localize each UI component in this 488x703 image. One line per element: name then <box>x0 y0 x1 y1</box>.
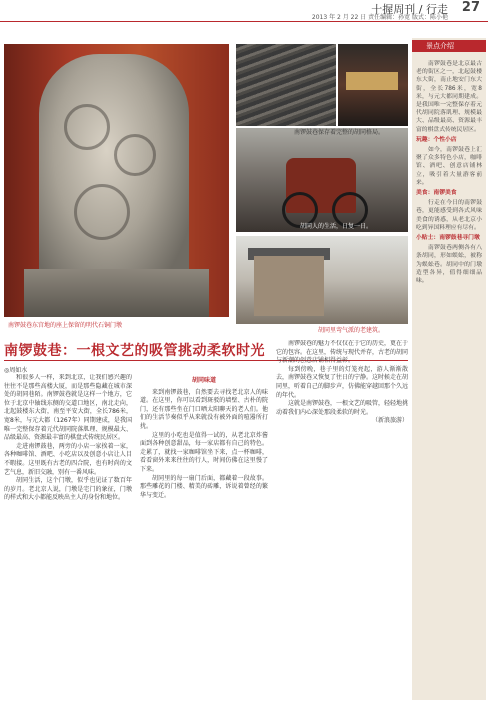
house-caption: 胡同里弯气派的老建筑。 <box>318 327 385 334</box>
house-photo <box>236 236 408 324</box>
sidebar-subtitle: 玩趣：个性小店 <box>416 136 457 143</box>
shop-sign <box>346 72 398 90</box>
article-headline: 南锣鼓巷：一根文艺的吸管挑动柔软时光 <box>4 343 265 359</box>
house <box>254 256 324 316</box>
rickshaw-caption: 胡同人的生活，日复一日。 <box>300 223 373 230</box>
sidebar-text: 南锣鼓巷两侧各有八条胡同，形如蜈蚣，被称为蜈蚣巷。胡同中的门墩造型各异，值得细细品味。 <box>416 245 482 285</box>
paragraph: 来到南锣鼓巷，自然要去寻找老北京人的味道。在这里，你可以看到斑驳的墙壁、古朴的院门，还有那些坐在门口晒太阳聊天的老人们。他们的生活节奏似乎从来就没有被外面的喧嚣所打扰。 <box>140 388 268 430</box>
sidebar-intro: 南锣鼓巷是北京最古老的街区之一，北起鼓楼东大街，南止地安门东大街，全长786米，宽8米，与元大都同期建成。是我国唯一完整保存着元代胡同院落肌理、规模最大、品级最高、资源最丰富的棋盘式传统民居区。 <box>416 61 482 133</box>
paragraph: 走进南锣鼓巷，两旁的小店一家挨着一家，各种咖啡馆、酒吧、小吃店以及创意小店让人目不暇接。这里既有古老的四合院，也有时尚的文艺气息，新旧交融，别有一番风味。 <box>4 442 132 476</box>
sidebar-body <box>416 60 482 696</box>
byline: ◎周如水 <box>4 367 28 374</box>
article-column-1 <box>4 374 132 700</box>
header-rule <box>0 21 488 22</box>
rickshaw-photo <box>236 128 408 232</box>
page-number: 27 <box>461 0 480 15</box>
stone-drum-photo <box>4 44 229 317</box>
attraction-sidebar <box>412 38 486 700</box>
paragraph: 这里的小吃也是值得一试的，从老北京炸酱面到各种创意甜品，每一家店都有自己的特色。走累了，就找一家咖啡馆坐下来，点一杯咖啡，看看窗外来来往往的行人，时间仿佛在这里慢了下来。 <box>140 431 268 473</box>
carving-swirl <box>74 184 130 240</box>
roof-photo <box>236 44 336 126</box>
paragraph: 和很多人一样，来到北京，让我们感兴趣的往往不是那些高楼大厦，而是那些隐藏在城市深处的胡同巷陌。南锣鼓巷就是这样一个地方，它位于北京中轴线东侧的交道口地区，南北走向，北起鼓楼东大街，南至平安大街，全长786米，宽8米，与元大都（1267年）同期建成，是我国唯一完整保存着元代胡同院落肌理、规模最大、品级最高、资源最丰富的棋盘式传统民居区。 <box>4 374 132 442</box>
paragraph: 胡同里的每一扇门后面，都藏着一段故事。那些雕花的门楼、精美的砖雕，诉说着曾经的繁华与变迁。 <box>140 474 268 499</box>
sidebar-heading: 景点介绍 <box>412 40 486 52</box>
carving-swirl <box>64 104 110 150</box>
publication-title: 十握周刊 / 行走 <box>371 3 448 16</box>
drum-base <box>24 269 209 317</box>
sidebar-subtitle: 小贴士：南锣鼓巷寻门墩 <box>416 235 480 242</box>
sidebar-text: 如今，南锣鼓巷上汇聚了众多特色小店，咖啡馆、酒吧、创意店铺林立，吸引着大量游客前来。 <box>416 147 482 186</box>
issue-meta: 2013 年 2 月 22 日 责任编辑：孙宽 版式：陈小艳 <box>311 14 448 21</box>
paragraph: 胡同生活，这个门墩，似乎也见证了数百年的岁月。老北京人说，门墩是宅门的象征，门墩的样式和大小都能反映出主人的身份和地位。 <box>4 477 132 502</box>
section-subhead: 胡同味道 <box>191 377 216 384</box>
sidebar-text: 行走在今日的南锣鼓巷，更能感受到各式风味美食的诱惑，从老北京小吃到异国料理应有尽有。 <box>416 200 482 231</box>
paragraph: 这就是南锣鼓巷，一根文艺的吸管，轻轻地挑动着我们内心深处那段柔软的时光。 <box>276 400 408 416</box>
sidebar-subtitle: 美食：南锣美食 <box>416 190 457 197</box>
roof-caption: 南锣鼓巷保存着完整的胡同格局。 <box>294 129 385 136</box>
stone-drum <box>39 54 189 294</box>
page-header <box>0 0 488 22</box>
article-column-3 <box>276 340 408 700</box>
paragraph: 每到傍晚，巷子里的灯笼亮起，游人渐渐散去，南锣鼓巷又恢复了往日的宁静。这时候走在胡同里，听着自己的脚步声，仿佛能穿越回那个久远的年代。 <box>276 365 408 399</box>
sign-photo <box>338 44 408 126</box>
drum-caption: 南锣鼓巷东宫地的座上保留的明代石铜门墩 <box>8 322 123 329</box>
article-column-2 <box>140 374 268 700</box>
paragraph: 南锣鼓巷的魅力不仅仅在于它的历史，更在于它的包容。在这里，传统与现代并存，古老的胡同与新潮的创意店铺相得益彰。 <box>276 340 408 365</box>
carving-swirl <box>114 134 156 176</box>
source-note: （新浪旅游） <box>371 417 408 425</box>
